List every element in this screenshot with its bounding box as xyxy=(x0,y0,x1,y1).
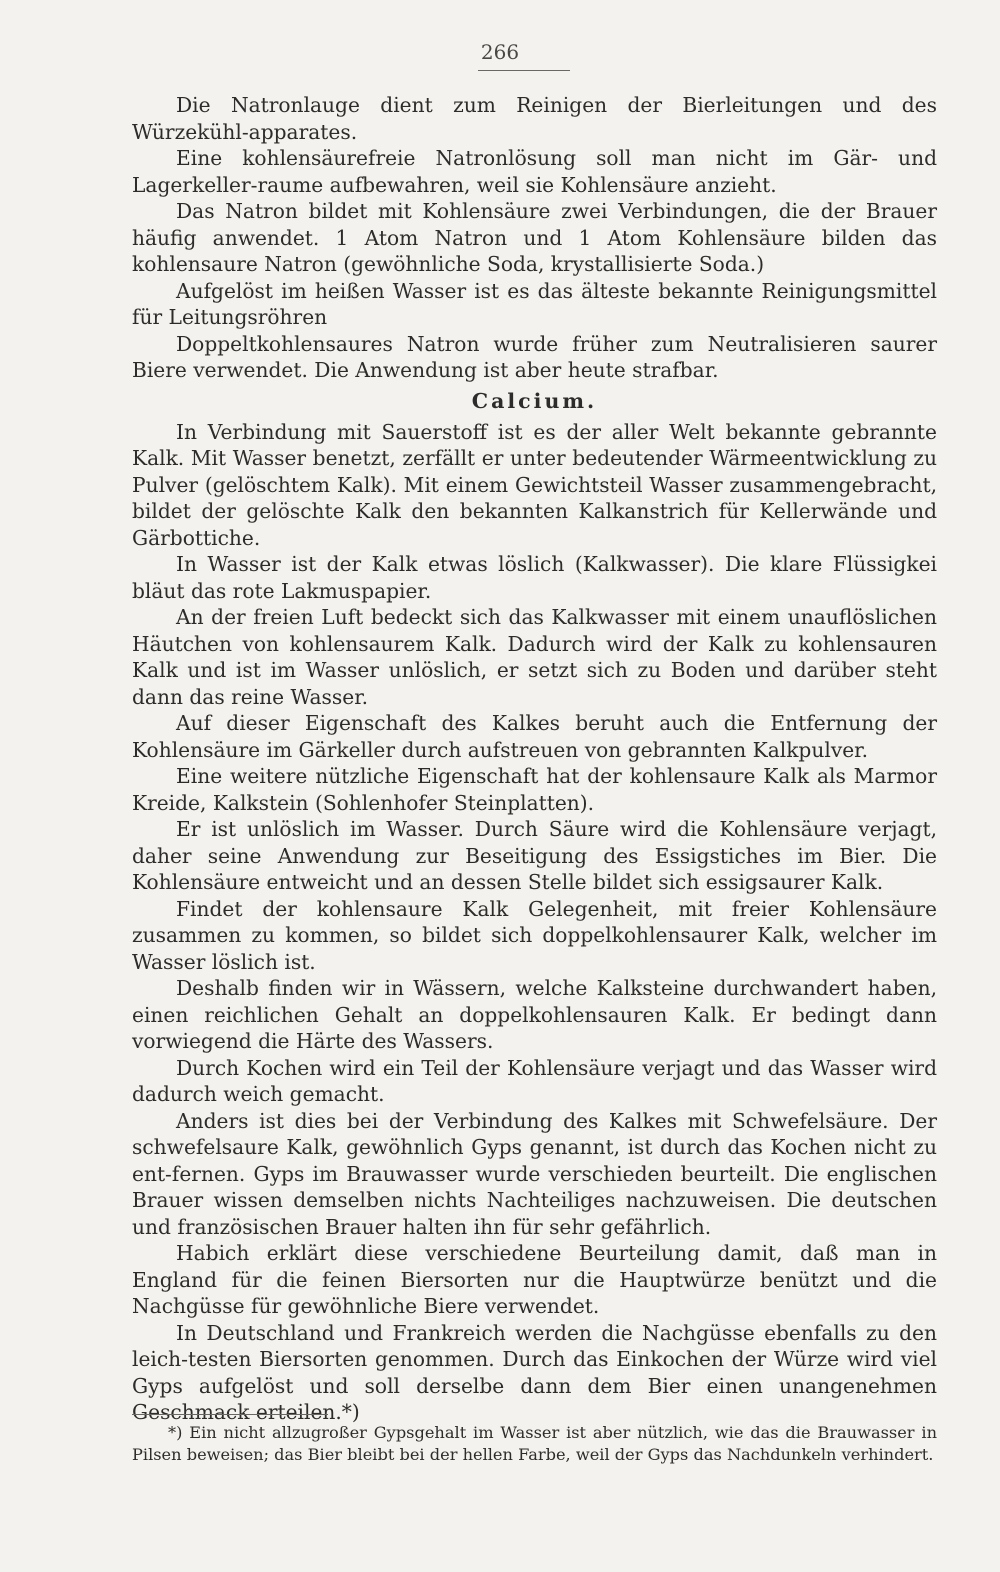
footnote: *) Ein nicht allzugroßer Gypsgehalt im Wasser ist aber nützlich, wie das die Brauwasser in Pilsen beweisen; das Bier bleibt bei der hellen Farbe, weil der Gyps das Nachdunkeln verhindert. xyxy=(132,1423,937,1464)
paragraph-gaerkeller: Auf dieser Eigenschaft des Kalkes beruht auch die Entfernung der Kohlensäure im Gärkeller durch aufstreuen von gebrannten Kalkpulver. xyxy=(132,711,937,762)
footnote-rule xyxy=(132,1414,328,1415)
paragraph-habich: Habich erklärt diese verschiedene Beurteilung damit, daß man in England für die feinen Biersorten nur die Hauptwürze benützt und die Nachgüsse für gewöhnliche Biere verwendet. xyxy=(132,1241,937,1318)
paragraph-doppeltkohlensaures-natron: Doppeltkohlensaures Natron wurde früher zum Neutralisieren saurer Biere verwendet. Die Anwendung ist aber heute strafbar. xyxy=(132,331,937,382)
paragraph-kalkwasser: In Wasser ist der Kalk etwas löslich (Kalkwasser). Die klare Flüssigkei bläut das rote Lakmuspapier. xyxy=(132,552,937,603)
paragraph-kochen: Durch Kochen wird ein Teil der Kohlensäure verjagt und das Wasser wird dadurch weich gemacht. xyxy=(132,1055,937,1106)
body-text xyxy=(132,92,937,1426)
natron-section xyxy=(132,92,937,384)
paragraph-natronlauge: Die Natronlauge dient zum Reinigen der Bierleitungen und des Würzekühl-apparates. xyxy=(132,93,937,144)
paragraph-essigstich: Er ist unlöslich im Wasser. Durch Säure wird die Kohlensäure verjagt, daher seine Anwendung zur Beseitigung des Essigstiches im Bier. Die Kohlensäure entweicht und an dessen Stelle bildet sich essigsaurer Kalk. xyxy=(132,817,937,894)
paragraph-haerte: Deshalb finden wir in Wässern, welche Kalksteine durchwandert haben, einen reichlichen Gehalt an doppelkohlensauren Kalk. Er bedingt dann vorwiegend die Härte des Wassers. xyxy=(132,976,937,1053)
paragraph-reinigungsmittel: Aufgelöst im heißen Wasser ist es das älteste bekannte Reinigungsmittel für Leitungsröhren xyxy=(132,278,937,329)
section-heading-calcium: Calcium. xyxy=(471,388,598,413)
page-number-rule xyxy=(478,70,570,71)
paragraph-marmor-kreide: Eine weitere nützliche Eigenschaft hat der kohlensaure Kalk als Marmor Kreide, Kalkstein (Sohlenhofer Steinplatten). xyxy=(132,764,937,815)
paragraph-doppelkohlensaurer-kalk: Findet der kohlensaure Kalk Gelegenheit, mit freier Kohlensäure zusammen zu kommen, so bildet sich doppelkohlensaurer Kalk, welcher im Wasser löslich ist. xyxy=(132,896,937,974)
paragraph-natronloesung: Eine kohlensäurefreie Natronlösung soll man nicht im Gär- und Lagerkeller-raume aufbewahren, weil sie Kohlensäure anzieht. xyxy=(132,146,937,197)
paragraph-gebrannter-kalk: In Verbindung mit Sauerstoff ist es der aller Welt bekannte gebrannte Kalk. Mit Wasser benetzt, zerfällt er unter bedeutender Wärmeentwicklung zu Pulver (gelöschtem Kalk). Mit einem Gewichtsteil Wasser zusammengebracht, bildet der gelöschte Kalk den bekannten Kalkanstrich für Kellerwände und Gärbottiche. xyxy=(132,419,937,550)
paragraph-natron-verbindungen: Das Natron bildet mit Kohlensäure zwei Verbindungen, die der Brauer häufig anwendet. 1 Atom Natron und 1 Atom Kohlensäure bilden das kohlensaure Natron (gewöhnliche Soda, krystallisierte Soda.) xyxy=(132,199,937,276)
paragraph-freie-luft: An der freien Luft bedeckt sich das Kalkwasser mit einem unauflöslichen Häutchen von kohlensaurem Kalk. Dadurch wird der Kalk zu kohlensauren Kalk und ist im Wasser unlöslich, er setzt sich zu Boden und darüber steht dann das reine Wasser. xyxy=(132,605,937,709)
paragraph-gyps: Anders ist dies bei der Verbindung des Kalkes mit Schwefelsäure. Der schwefelsaure Kalk, gewöhnlich Gyps genannt, ist durch das Kochen nicht zu ent-fernen. Gyps im Brauwasser wurde verschieden beurteilt. Die englischen Brauer wissen demselben nichts Nachteiliges nachzuweisen. Die deutschen und französischen Brauer halten ihn für sehr gefährlich. xyxy=(132,1108,937,1239)
page-number: 266 xyxy=(480,40,520,64)
paragraph-nachguesse: In Deutschland und Frankreich werden die Nachgüsse ebenfalls zu den leich-testen Biersorten genommen. Durch das Einkochen der Würze wird viel Gyps aufgelöst und soll derselbe dann dem Bier einen unangenehmen Geschmack erteilen.*) xyxy=(132,1320,937,1424)
calcium-section xyxy=(132,419,937,1426)
